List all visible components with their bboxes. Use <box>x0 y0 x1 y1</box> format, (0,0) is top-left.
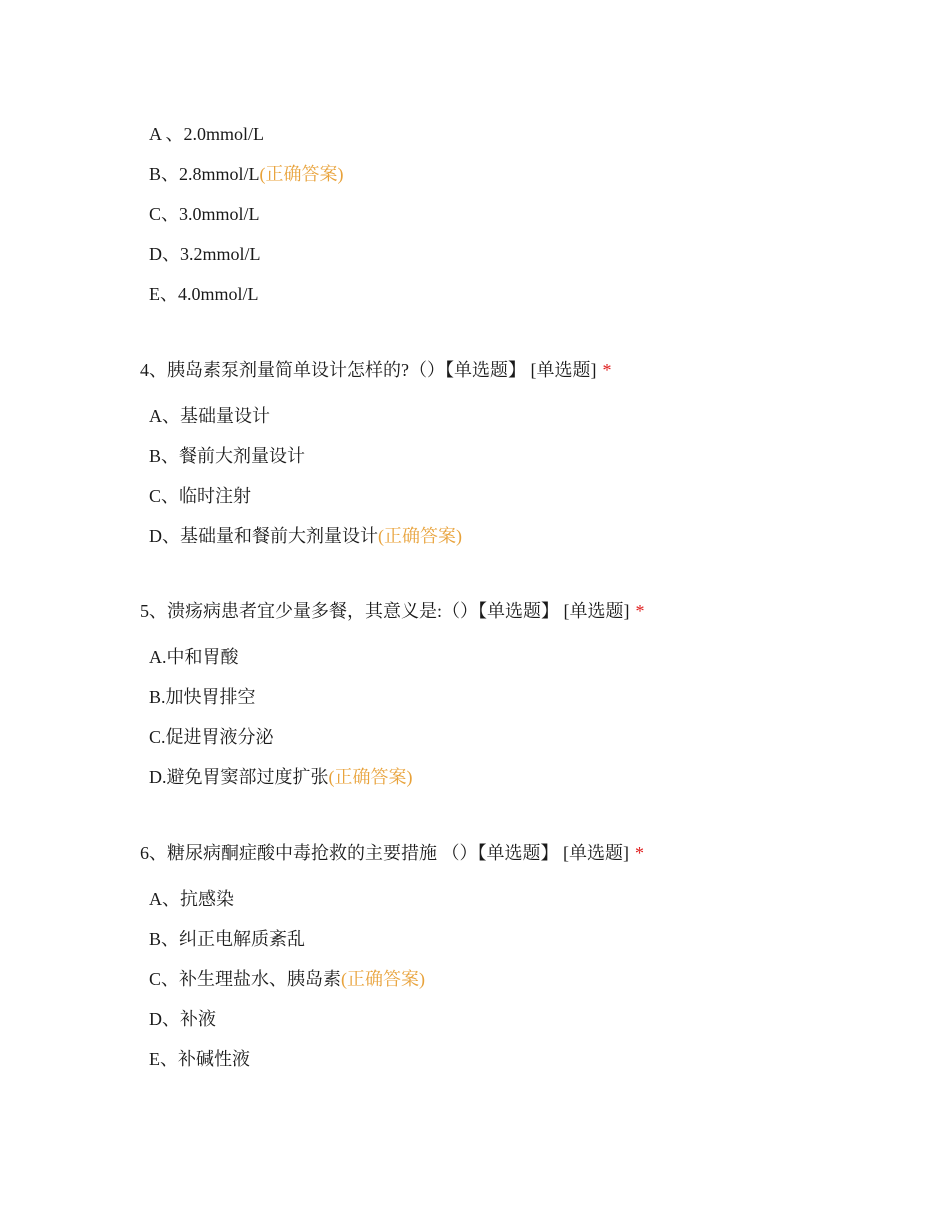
option-6a <box>149 887 900 911</box>
option-text: C、3.0mmol/L <box>149 204 260 224</box>
option-5d <box>149 765 900 789</box>
option-text: C、临时注射 <box>149 486 252 506</box>
option-text: C.促进胃液分泌 <box>149 727 274 747</box>
option-3e <box>149 282 900 306</box>
question-title <box>140 358 900 382</box>
option-3a <box>149 122 900 146</box>
option-text: C、补生理盐水、胰岛素 <box>149 969 342 989</box>
required-asterisk: * <box>602 360 612 380</box>
option-text: A 、2.0mmol/L <box>149 124 265 144</box>
option-3d <box>149 242 900 266</box>
question-title <box>140 599 900 623</box>
option-text: D、补液 <box>149 1009 216 1029</box>
option-text: A、基础量设计 <box>149 406 270 426</box>
option-6c <box>149 967 900 991</box>
option-5a <box>149 645 900 669</box>
option-3b <box>149 162 900 186</box>
correct-answer-label: (正确答案) <box>341 969 426 989</box>
option-text: E、4.0mmol/L <box>149 284 259 304</box>
correct-answer-label: (正确答案) <box>328 767 413 787</box>
question-4 <box>140 358 900 548</box>
question-title <box>140 841 900 865</box>
option-4a <box>149 404 900 428</box>
option-text: B、纠正电解质紊乱 <box>149 929 306 949</box>
option-3c <box>149 202 900 226</box>
option-text: D.避免胃窦部过度扩张 <box>149 767 329 787</box>
question-5 <box>140 599 900 789</box>
option-text: B、2.8mmol/L <box>149 164 260 184</box>
correct-answer-label: (正确答案) <box>378 526 462 546</box>
option-text: D、3.2mmol/L <box>149 244 261 264</box>
option-6d <box>149 1007 900 1031</box>
question-text: 5、溃疡病患者宜少量多餐，其意义是:（）【单选题】 [单选题] <box>140 601 630 621</box>
question-6 <box>140 841 900 1071</box>
option-6e <box>149 1047 900 1071</box>
option-text: E、补碱性液 <box>149 1049 250 1069</box>
question-text: 6、糖尿病酮症酸中毒抢救的主要措施 （）【单选题】 [单选题] <box>140 843 629 863</box>
correct-answer-label: (正确答案) <box>259 164 344 184</box>
option-5b <box>149 685 900 709</box>
option-text: A.中和胃酸 <box>149 647 239 667</box>
question-text: 4、胰岛素泵剂量简单设计怎样的?（）【单选题】 [单选题] <box>140 360 597 380</box>
option-text: D、基础量和餐前大剂量设计 <box>149 526 378 546</box>
option-text: B.加快胃排空 <box>149 687 256 707</box>
option-text: A、抗感染 <box>149 889 234 909</box>
option-4b <box>149 444 900 468</box>
required-asterisk: * <box>635 601 645 621</box>
option-4d <box>149 524 900 548</box>
required-asterisk: * <box>635 843 644 863</box>
option-6b <box>149 927 900 951</box>
option-text: B、餐前大剂量设计 <box>149 446 306 466</box>
option-4c <box>149 484 900 508</box>
option-5c <box>149 725 900 749</box>
question-3-options <box>140 122 900 306</box>
